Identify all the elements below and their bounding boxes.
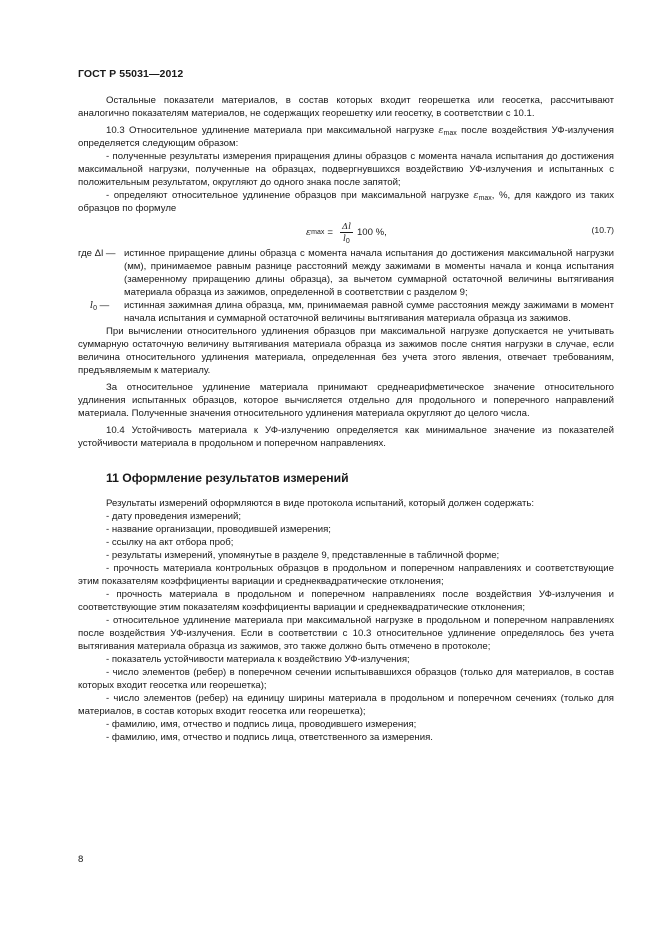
protocol-contents-list: [78, 510, 614, 744]
list-item: - прочность материала в продольном и поперечном направлениях после воздействия УФ-излучения и соответствующие этим показателям коэффициенты вариации и среднеквадратические отклонения;: [78, 589, 614, 613]
list-item: - фамилию, имя, отчество и подпись лица, проводившего измерения;: [106, 719, 417, 730]
where-delta-l: где Δl — истинное приращение длины образца с момента начала испытания до достижения максимальной нагрузки (мм), принимаемое равным разнице расстояний между зажимами в моменты начала и конца испытания (замеренному приращению длины образца), за вычетом суммарной остаточной величины вытягивания материала образца из зажимов, определенной в соответствии с разделом 9;: [78, 248, 614, 298]
formula-number: (10.7): [591, 225, 614, 235]
list-item: - число элементов (ребер) в поперечном сечении испытывавшихся образцов (только для материалов, в состав которых входит геосетка или георешетка);: [78, 667, 614, 691]
paragraph-other-indicators: Остальные показатели материалов, в состав которых входит георешетка или геосетка, рассчитывают аналогично показателям материалов, не содержащих георешетку или геосетку, в соответствии с 10.1.: [78, 95, 614, 119]
list-item: - фамилию, имя, отчество и подпись лица, ответственного за измерения.: [106, 732, 433, 743]
list-item-determine-elongation: - определяют относительное удлинение образцов при максимальной нагрузке $\varepsilon_{max}$, %, для каждого из таких образцов по формуле: [78, 190, 614, 214]
paragraph-10-3: 10.3 Относительное удлинение материала при максимальной нагрузке $\varepsilon_{max}$ после воздействия УФ-излучения определяется следующим образом:: [78, 125, 614, 149]
list-item: - прочность материала контрольных образцов в продольном и поперечном направлениях и соответствующие этим показателям коэффициенты вариации и среднеквадратические отклонения;: [78, 563, 614, 587]
list-item: - результаты измерений, упомянутые в разделе 9, представленные в табличной форме;: [106, 550, 500, 561]
list-item: - название организации, проводившей измерения;: [106, 524, 331, 535]
epsilon-symbol: ε: [438, 125, 444, 136]
list-item: - число элементов (ребер) на единицу ширины материала в продольном и поперечном сечениях (только для материалов, в состав которых входит геосетка или георешетка);: [78, 693, 614, 717]
paragraph-10-4: 10.4 Устойчивость материала к УФ-излучению определяется как минимальное значение из показателей устойчивости материала в продольном и поперечном направлениях.: [78, 425, 614, 449]
fraction-denominator: $l_0$: [343, 234, 350, 245]
list-item-rounding: - полученные результаты измерения приращения длины образцов с момента начала испытания до достижения максимальной нагрузки, полученные на образцах, подвергнувшихся воздействию УФ-излучения и испытанных с положительным результатом, округляют до одного знака после запятой;: [78, 151, 614, 188]
paragraph-mean-elongation: За относительное удлинение материала принимают среднеарифметическое значение относительного удлинения испытанных образцов, которое вычисляется отдельно для продольного и поперечного направлений материала. Полученные значения относительного удлинения материала округляют до целого числа.: [78, 382, 614, 419]
section-11-title: 11 Оформление результатов измерений: [106, 471, 349, 485]
formula-expression: ε max = $\frac{\Delta l}{l_0}$ 100 %,: [306, 222, 387, 245]
page-number: 8: [78, 854, 84, 865]
formula-fraction: [340, 221, 353, 244]
section-11-intro: Результаты измерений оформляются в виде протокола испытаний, который должен содержать:: [106, 498, 535, 509]
paragraph-allowance: При вычислении относительного удлинения образцов при максимальной нагрузке допускается не учитывать суммарную остаточную величину вытягивания материала образца из зажимов после снятия нагрузки в случае, если величина относительного удлинения материала, определенная без учета этого явления, отвечает требованиям, предъявляемым к материалу.: [78, 326, 614, 376]
epsilon-symbol: ε: [473, 190, 479, 201]
list-item: - относительное удлинение материала при максимальной нагрузке в продольном и поперечном направлениях после воздействия УФ-излучения. Если в соответствии с 10.3 относительное удлинение определялось без учета вытягивания материала образца из зажимов, это также должно быть отмечено в протоколе;: [78, 615, 614, 652]
fraction-numerator: Δl: [342, 222, 351, 232]
list-item: - показатель устойчивости материала к воздействию УФ-излучения;: [106, 654, 410, 665]
where-l0: $l_0$ — истинная зажимная длина образца, мм, принимаемая равной сумме расстояния между зажимами в момент начала испытания и суммарной остаточной величины вытягивания материала образца из зажимов.: [90, 300, 614, 324]
formula-10-7: [78, 217, 614, 245]
list-item: - ссылку на акт отбора проб;: [106, 537, 234, 548]
document-body: [78, 94, 614, 744]
document-id: ГОСТ Р 55031—2012: [78, 68, 184, 80]
list-item: - дату проведения измерений;: [106, 511, 242, 522]
